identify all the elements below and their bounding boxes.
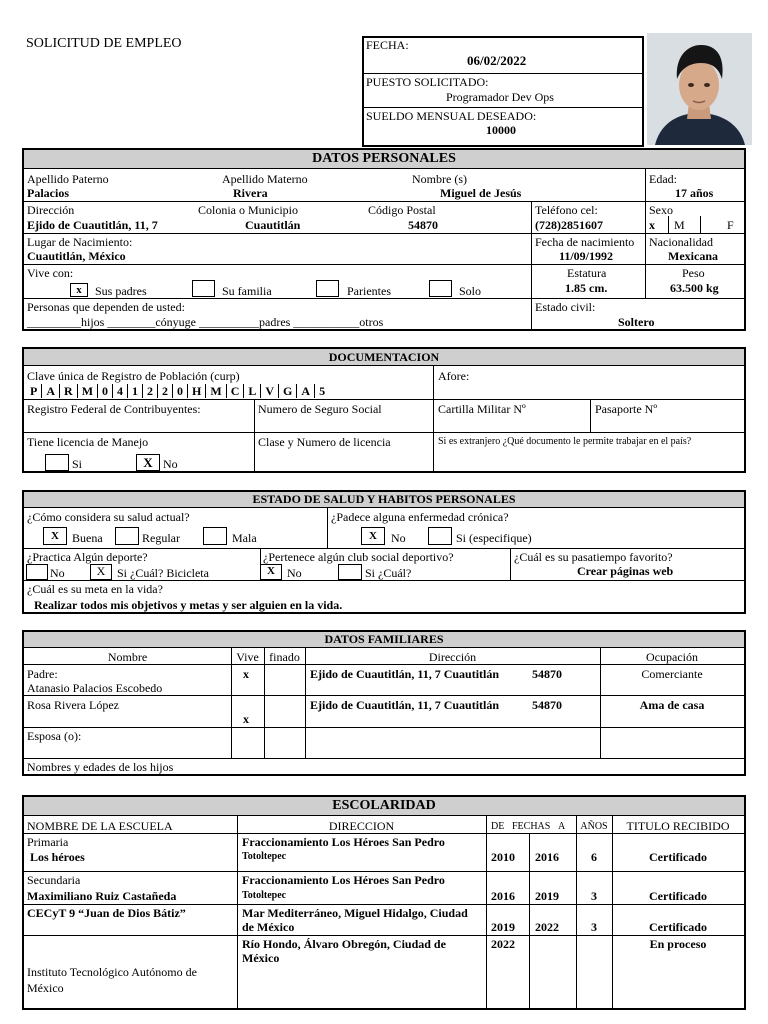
secundaria-direccion-2[interactable]: Totoltepec <box>242 890 287 901</box>
col-escuela-header: NOMBRE DE LA ESCUELA <box>27 819 173 833</box>
vive-sus-padres-checkbox[interactable]: x <box>70 283 88 297</box>
col-ocupacion-header: Ocupación <box>646 650 698 664</box>
madre-cp[interactable]: 54870 <box>532 698 562 712</box>
lugar-nacimiento-label: Lugar de Nacimiento: <box>27 235 133 249</box>
apellido-materno-label: Apellido Materno <box>222 172 308 186</box>
madre-direccion[interactable]: Ejido de Cuautitlán, 11, 7 Cuautitlán <box>310 698 500 712</box>
curp-label: Clave única de Registro de Población (curp) <box>27 369 240 383</box>
secundaria-anos[interactable]: 3 <box>591 889 597 903</box>
fecha-label: FECHA: <box>366 38 409 52</box>
padre-ocupacion[interactable]: Comerciante <box>641 667 703 681</box>
cecyt-a[interactable]: 2022 <box>535 920 559 934</box>
meta-question: ¿Cuál es su meta en la vida? <box>27 582 163 596</box>
sexo-m-label: M <box>674 218 685 232</box>
curp-char: G <box>279 384 297 398</box>
salud-mala-checkbox[interactable] <box>203 527 227 545</box>
vive-solo-label: Solo <box>459 284 482 298</box>
peso-value[interactable]: 63.500 kg <box>670 281 719 295</box>
curp-char: A <box>297 384 315 398</box>
vive-sus-padres-label: Sus padres <box>95 284 147 298</box>
form-title: SOLICITUD DE EMPLEO <box>26 36 182 51</box>
col-vive-header: Vive <box>236 650 259 664</box>
salud-mala-label: Mala <box>232 531 257 545</box>
vive-con-label: Vive con: <box>27 266 74 280</box>
vive-parientes-checkbox[interactable] <box>316 280 339 297</box>
clase-licencia-label: Clase y Numero de licencia <box>258 435 391 449</box>
dependientes-label: Personas que dependen de usted: <box>27 300 185 314</box>
curp-char: 0 <box>173 384 188 398</box>
primaria-direccion-2[interactable]: Totoltepec <box>242 851 287 862</box>
telefono-value[interactable]: (728)2851607 <box>535 218 603 232</box>
apellido-paterno-value[interactable]: Palacios <box>27 186 69 200</box>
esposa-label: Esposa (o): <box>27 729 82 743</box>
licencia-si-checkbox[interactable] <box>45 454 69 471</box>
fecha-nacimiento-label: Fecha de nacimiento <box>535 235 635 249</box>
escolaridad-title: ESCOLARIDAD <box>24 797 744 816</box>
curp-char: H <box>188 384 206 398</box>
colonia-label: Colonia o Municipio <box>198 203 298 217</box>
padre-cp[interactable]: 54870 <box>532 667 562 681</box>
vive-su-familia-label: Su familia <box>222 284 272 298</box>
pasatiempo-value[interactable]: Crear páginas web <box>577 564 674 578</box>
cp-value[interactable]: 54870 <box>408 218 438 232</box>
estatura-label: Estatura <box>567 266 607 280</box>
itam-direccion[interactable]: Río Hondo, Álvaro Obregón, Ciudad de <box>242 937 446 951</box>
cecyt-de[interactable]: 2019 <box>491 920 515 934</box>
club-no-checkbox[interactable]: X <box>260 564 282 580</box>
club-question: ¿Pertenece algún club social deportivo? <box>263 550 454 564</box>
curp-char: L <box>244 384 261 398</box>
club-si-checkbox[interactable] <box>338 564 362 580</box>
curp-char: R <box>60 384 78 398</box>
col-a-header: A <box>558 821 566 832</box>
sueldo-label: SUELDO MENSUAL DESEADO: <box>366 109 537 123</box>
hijos-label: Nombres y edades de los hijos <box>27 760 174 774</box>
curp-char: 5 <box>319 384 326 398</box>
cronica-si-label: Si (especifique) <box>456 531 532 545</box>
lugar-nacimiento-value[interactable]: Cuautitlán, México <box>27 249 126 263</box>
edad-label: Edad: <box>649 172 677 186</box>
curp-char: M <box>78 384 98 398</box>
nombre-value[interactable]: Miguel de Jesús <box>440 186 522 200</box>
curp-value[interactable] <box>26 384 329 398</box>
primaria-a[interactable]: 2016 <box>535 850 559 864</box>
vive-solo-checkbox[interactable] <box>429 280 452 297</box>
dependientes-line[interactable]: _________hijos ________cónyuge __________padres ___________otros <box>27 315 384 329</box>
salud-title: ESTADO DE SALUD Y HABITOS PERSONALES <box>24 492 744 508</box>
puesto-label: PUESTO SOLICITADO: <box>366 75 489 89</box>
cecyt-anos[interactable]: 3 <box>591 920 597 934</box>
salud-question: ¿Cómo considera su salud actual? <box>27 510 190 524</box>
vive-su-familia-checkbox[interactable] <box>192 280 215 297</box>
col-direccion-header: Dirección <box>428 650 477 664</box>
extranjero-label: Si es extranjero ¿Qué documento le permite trabajar en el país? <box>438 436 692 447</box>
direccion-value[interactable]: Ejido de Cuautitlán, 11, 7 <box>27 218 158 232</box>
apellido-materno-value[interactable]: Rivera <box>233 186 268 200</box>
cecyt-direccion-2[interactable]: de México <box>242 920 295 934</box>
secundaria-a[interactable]: 2019 <box>535 889 559 903</box>
padre-label: Padre: <box>27 667 58 681</box>
madre-ocupacion[interactable]: Ama de casa <box>639 698 705 712</box>
nss-label: Numero de Seguro Social <box>258 402 382 416</box>
curp-char: 4 <box>113 384 128 398</box>
itam-escuela[interactable]: Instituto Tecnológico Autónomo de <box>27 965 197 979</box>
deporte-no-checkbox[interactable] <box>26 564 48 580</box>
sexo-label: Sexo <box>649 203 673 217</box>
curp-char: V <box>261 384 279 398</box>
familiares-title: DATOS FAMILIARES <box>24 632 744 648</box>
sexo-f-label: F <box>727 218 734 232</box>
cronica-question: ¿Padece alguna enfermedad crónica? <box>331 510 509 524</box>
nombre-label: Nombre (s) <box>412 172 467 186</box>
cecyt-escuela[interactable]: CECyT 9 “Juan de Dios Bátiz” <box>27 906 186 920</box>
primaria-titulo[interactable]: Certificado <box>649 850 707 864</box>
col-nombre-header: Nombre <box>107 650 148 664</box>
secundaria-direccion[interactable]: Fraccionamiento Los Héroes San Pedro <box>242 873 445 887</box>
curp-char: 2 <box>143 384 158 398</box>
itam-de[interactable]: 2022 <box>491 937 515 951</box>
cecyt-direccion[interactable]: Mar Mediterráneo, Miguel Hidalgo, Ciudad <box>242 906 468 920</box>
deporte-no-label: No <box>50 566 65 580</box>
licencia-no-checkbox[interactable]: X <box>136 454 160 471</box>
curp-char: 1 <box>128 384 143 398</box>
cronica-no-label: No <box>391 531 406 545</box>
curp-char: 2 <box>158 384 173 398</box>
secundaria-nivel: Secundaria <box>27 873 81 887</box>
licencia-no-label: No <box>163 457 178 471</box>
col-titulo-header: TITULO RECIBIDO <box>626 819 730 833</box>
cronica-no-checkbox[interactable]: X <box>361 527 385 545</box>
fecha-nacimiento-value[interactable]: 11/09/1992 <box>559 249 614 263</box>
cp-label: Código Postal <box>368 203 436 217</box>
apellido-paterno-label: Apellido Paterno <box>27 172 109 186</box>
nacionalidad-value[interactable]: Mexicana <box>668 249 718 263</box>
padre-direccion[interactable]: Ejido de Cuautitlán, 11, 7 Cuautitlán <box>310 667 500 681</box>
fecha-value[interactable]: 06/02/2022 <box>467 53 527 68</box>
vive-parientes-label: Parientes <box>347 284 391 298</box>
padre-nombre[interactable]: Atanasio Palacios Escobedo <box>27 681 163 695</box>
curp-char: 0 <box>98 384 113 398</box>
direccion-label: Dirección <box>27 203 75 217</box>
telefono-label: Teléfono cel: <box>535 203 598 217</box>
cecyt-titulo[interactable]: Certificado <box>649 920 707 934</box>
curp-char: P <box>26 384 42 398</box>
edad-value[interactable]: 17 años <box>675 186 714 200</box>
cartilla-label: Cartilla Militar Nº <box>438 402 526 416</box>
col-finado-header: finado <box>269 650 300 664</box>
curp-char: A <box>42 384 60 398</box>
deporte-si-checkbox[interactable]: X <box>90 564 112 580</box>
nacionalidad-label: Nacionalidad <box>649 235 713 249</box>
puesto-value[interactable]: Programador Dev Ops <box>446 90 554 104</box>
primaria-direccion[interactable]: Fraccionamiento Los Héroes San Pedro <box>242 835 445 849</box>
madre-vive-mark[interactable]: x <box>243 712 249 726</box>
estado-civil-label: Estado civil: <box>535 300 596 314</box>
col-direccion-header: DIRECCION <box>328 819 395 833</box>
col-anos-header: AÑOS <box>580 821 608 832</box>
estatura-value[interactable]: 1.85 cm. <box>565 281 608 295</box>
padre-vive-mark[interactable]: x <box>243 667 249 681</box>
secundaria-de[interactable]: 2016 <box>491 889 515 903</box>
colonia-value[interactable]: Cuautitlán <box>245 218 301 232</box>
secundaria-escuela[interactable]: Maximiliano Ruiz Castañeda <box>27 889 177 903</box>
pasaporte-label: Pasaporte Nº <box>595 402 658 416</box>
datos-personales-title: DATOS PERSONALES <box>24 150 744 169</box>
salud-buena-label: Buena <box>72 531 103 545</box>
madre-nombre[interactable]: Rosa Rivera López <box>27 698 119 712</box>
cronica-si-checkbox[interactable] <box>428 527 452 545</box>
itam-direccion-2[interactable]: México <box>242 951 280 965</box>
salud-regular-checkbox[interactable] <box>115 527 139 545</box>
licencia-si-label: Si <box>72 457 83 471</box>
applicant-photo <box>647 33 752 145</box>
curp-char: M <box>206 384 226 398</box>
primaria-escuela[interactable]: Los héroes <box>30 850 85 864</box>
secundaria-titulo[interactable]: Certificado <box>649 889 707 903</box>
rfc-label: Registro Federal de Contribuyentes: <box>27 402 201 416</box>
primaria-anos[interactable]: 6 <box>591 850 597 864</box>
primaria-nivel: Primaria <box>27 835 69 849</box>
estado-civil-value[interactable]: Soltero <box>618 315 655 329</box>
salud-buena-checkbox[interactable]: X <box>43 527 67 545</box>
licencia-label: Tiene licencia de Manejo <box>27 435 149 449</box>
pasatiempo-question: ¿Cuál es su pasatiempo favorito? <box>514 550 673 564</box>
curp-char: C <box>227 384 245 398</box>
sexo-m-mark[interactable]: x <box>649 218 655 232</box>
itam-titulo[interactable]: En proceso <box>649 937 707 951</box>
col-de-header: DE <box>491 821 505 832</box>
afore-label: Afore: <box>438 369 470 383</box>
documentacion-title: DOCUMENTACION <box>24 349 744 366</box>
primaria-de[interactable]: 2010 <box>491 850 515 864</box>
deporte-question: ¿Practica Algún deporte? <box>27 550 148 564</box>
meta-value[interactable]: Realizar todos mis objetivos y metas y ser alguien en la vida. <box>34 598 343 612</box>
col-fechas-header: FECHAS <box>512 821 551 832</box>
itam-escuela-2[interactable]: México <box>27 981 64 995</box>
salud-regular-label: Regular <box>142 531 180 545</box>
deporte-si-label: Si ¿Cuál? Bicicleta <box>117 566 209 580</box>
club-si-label: Si ¿Cuál? <box>365 566 412 580</box>
club-no-label: No <box>287 566 302 580</box>
sueldo-value[interactable]: 10000 <box>486 123 516 137</box>
peso-label: Peso <box>682 266 705 280</box>
